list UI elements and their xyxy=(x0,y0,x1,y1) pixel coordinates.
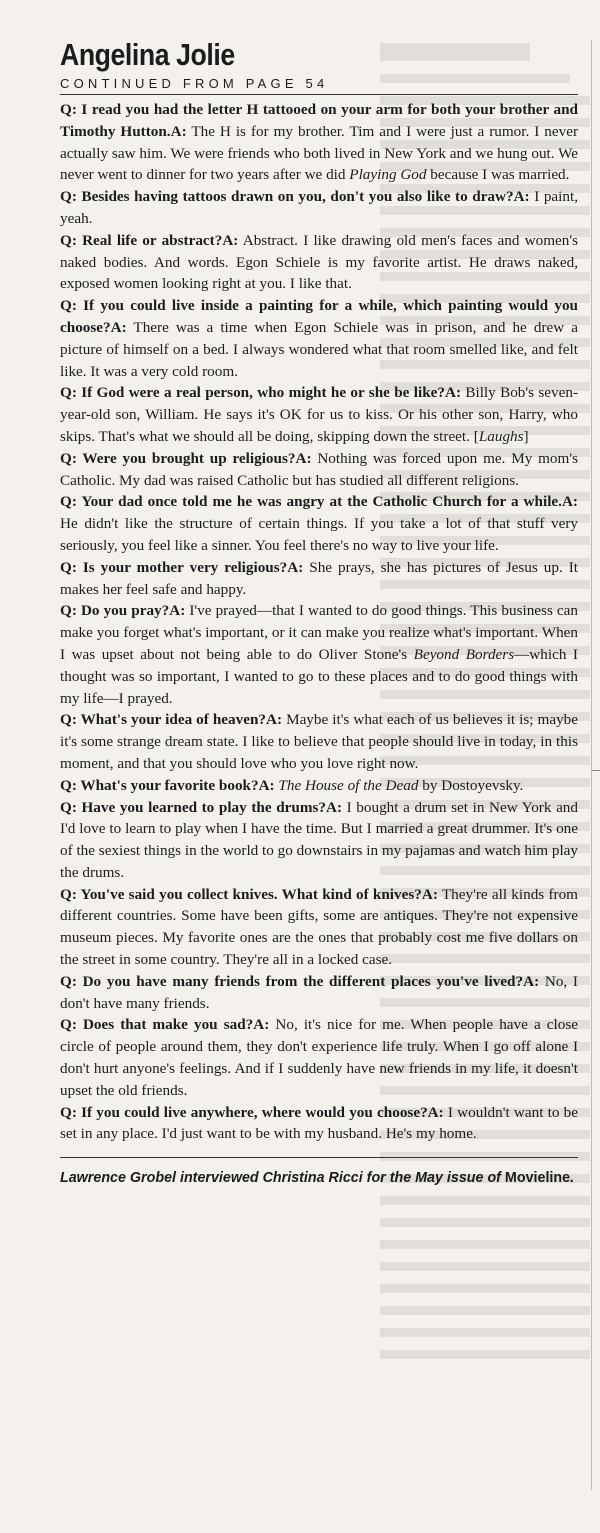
answer-text: Maybe it's what each of us believes it is; maybe it's some strange dream state. I like to believe that people should live in today, in this moment, and that you should love who you love right now. xyxy=(60,711,578,772)
answer-label: A: xyxy=(295,449,312,467)
answer-label: A: xyxy=(561,493,578,511)
answer-tail: because I was married. xyxy=(426,166,570,184)
question: Q: If you could live anywhere, where would you choose? xyxy=(60,1103,428,1121)
answer-label: A: xyxy=(523,972,540,990)
question: Q: Do you pray? xyxy=(60,602,170,620)
qa-item xyxy=(60,99,578,186)
question: Q: I read you had the letter H tattooed on your arm for both your brother and Timothy Hutton. xyxy=(60,101,578,140)
answer-label: A: xyxy=(169,602,186,620)
answer-label: A: xyxy=(427,1103,444,1121)
qa-item xyxy=(60,491,578,556)
answer-text: I wouldn't want to be set in any place. I'd just want to be with my husband. He's my home. xyxy=(60,1103,578,1143)
qa-item xyxy=(60,186,578,230)
answer-label: A: xyxy=(110,318,127,336)
qa-item xyxy=(60,1102,578,1146)
answer-label: A: xyxy=(266,711,283,729)
answer-label: A: xyxy=(421,885,438,903)
answer-tail: by Dostoyevsky. xyxy=(418,776,524,794)
answer-label: A: xyxy=(258,776,275,794)
answer-text: She prays, she has pictures of Jesus up. It makes her feel safe and happy. xyxy=(60,558,578,598)
credit-text: Lawrence Grobel interviewed Christina Ricci for the May issue of xyxy=(60,1170,505,1187)
qa-item xyxy=(60,448,578,492)
qa-item xyxy=(60,382,578,447)
question: Q: Do you have many friends from the different places you've lived? xyxy=(60,972,524,990)
qa-item xyxy=(60,557,578,601)
answer-label: A: xyxy=(287,558,304,576)
answer-label: A: xyxy=(444,384,462,402)
page-gutter-line xyxy=(591,40,592,1490)
answer-text: I paint, yeah. xyxy=(60,188,578,227)
answer-text: The H is for my brother. Tim and I were just a rumor. I never actually saw him. We were friends who both lived in New York and we hung out. We never went to dinner for two years after we did xyxy=(60,122,579,184)
qa-item xyxy=(60,709,578,774)
answer-label: A: xyxy=(326,798,343,816)
question: Q: Were you brought up religious? xyxy=(60,449,296,467)
question: Q: If you could live inside a painting for a while, which painting would you choose? xyxy=(60,297,578,336)
question: Q: You've said you collect knives. What kind of knives? xyxy=(60,885,422,903)
answer-text: No, it's nice for me. When people have a close circle of people around them, they don't experience life truly. When I go off alone I don't hurt anyone's feelings. And if I suddenly have new friends in my life, it doesn't upset the old friends. xyxy=(60,1016,578,1099)
answer-italic: Beyond Borders xyxy=(413,645,515,663)
credit-magazine: Movieline xyxy=(504,1170,571,1187)
page-gutter-tick xyxy=(592,770,600,771)
qa-item xyxy=(60,884,578,971)
interviewer-credit xyxy=(60,1168,578,1188)
answer-text: He didn't like the structure of certain things. If you take a lot of that stuff very seriously, you feel like a sinner. You feel there's no way to live your life. xyxy=(60,515,578,554)
question: Q: Real life or abstract? xyxy=(60,231,223,249)
qa-item xyxy=(60,230,578,295)
answer-tail: ] xyxy=(523,427,529,445)
answer-italic: Playing God xyxy=(349,166,427,184)
answer-text: Nothing was forced upon me. My mom's Catholic. My dad was raised Catholic but has studied all different religions. xyxy=(60,449,578,489)
question: Q: Besides having tattoos drawn on you, don't you also like to draw? xyxy=(60,188,514,206)
qa-item xyxy=(60,797,578,884)
answer-tail: —which I thought was so important, I wanted to go to these places and to do good things with my life—I prayed. xyxy=(60,645,578,707)
end-rule xyxy=(60,1157,578,1158)
answer-label: A: xyxy=(222,231,239,249)
answer-text: There was a time when Egon Schiele was in prison, and he drew a picture of himself on a bed. I always wondered what that room smelled like, and felt like. It was a very cold room. xyxy=(60,318,578,380)
question: Q: Does that make you sad? xyxy=(60,1016,254,1034)
qa-item xyxy=(60,295,578,382)
answer-label: A: xyxy=(253,1016,270,1034)
answer-label: A: xyxy=(170,122,187,140)
article-column xyxy=(60,38,578,1188)
article-title: Angelina Jolie xyxy=(60,37,235,72)
continued-from-label: CONTINUED FROM PAGE 54 xyxy=(60,76,578,95)
qa-item xyxy=(60,971,578,1015)
answer-italic: Laughs xyxy=(478,427,524,445)
answer-text: Abstract. I like drawing old men's faces and women's naked bodies. And words. Egon Schiele is my favorite artist. He draws naked, exposed women looking right at you. I like that. xyxy=(60,231,578,293)
qa-list xyxy=(60,99,578,1145)
question: Q: What's your favorite book? xyxy=(60,776,259,794)
answer-text: Billy Bob's seven-year-old son, William. He says it's OK for us to kiss. Or his other son, Harry, who skips. That's what we should all be doing, skipping down the street. [ xyxy=(60,384,579,445)
qa-item xyxy=(60,775,578,797)
question: Q: Have you learned to play the drums? xyxy=(60,798,326,816)
answer-text: I've prayed—that I wanted to do good things. This business can make you forget what's important, or it can make you realize what's important. When I was upset about not being able to do Oliver Stone's xyxy=(60,602,578,663)
question: Q: If God were a real person, who might he or she be like? xyxy=(60,384,445,402)
question: Q: What's your idea of heaven? xyxy=(60,711,267,729)
answer-text: They're all kinds from different countries. Some have been gifts, some are antiques. They're not expensive museum pieces. My favorite ones are the ones that probably cost me five dollars on the street in some country. They're all in a locked case. xyxy=(60,885,578,969)
answer-text: I bought a drum set in New York and I'd love to learn to play when I have the time. But I married a great drummer. It's one of the sexiest things in the world to go downstairs in my pajamas and watch him play the drums. xyxy=(60,798,578,881)
answer-label: A: xyxy=(513,188,530,206)
qa-item xyxy=(60,1014,578,1101)
qa-item xyxy=(60,600,578,709)
answer-italic: The House of the Dead xyxy=(278,776,419,794)
answer-text: No, I don't have many friends. xyxy=(60,972,578,1012)
question: Q: Is your mother very religious? xyxy=(60,558,288,576)
question: Q: Your dad once told me he was angry at the Catholic Church for a while. xyxy=(60,493,562,511)
credit-end: . xyxy=(570,1170,575,1187)
